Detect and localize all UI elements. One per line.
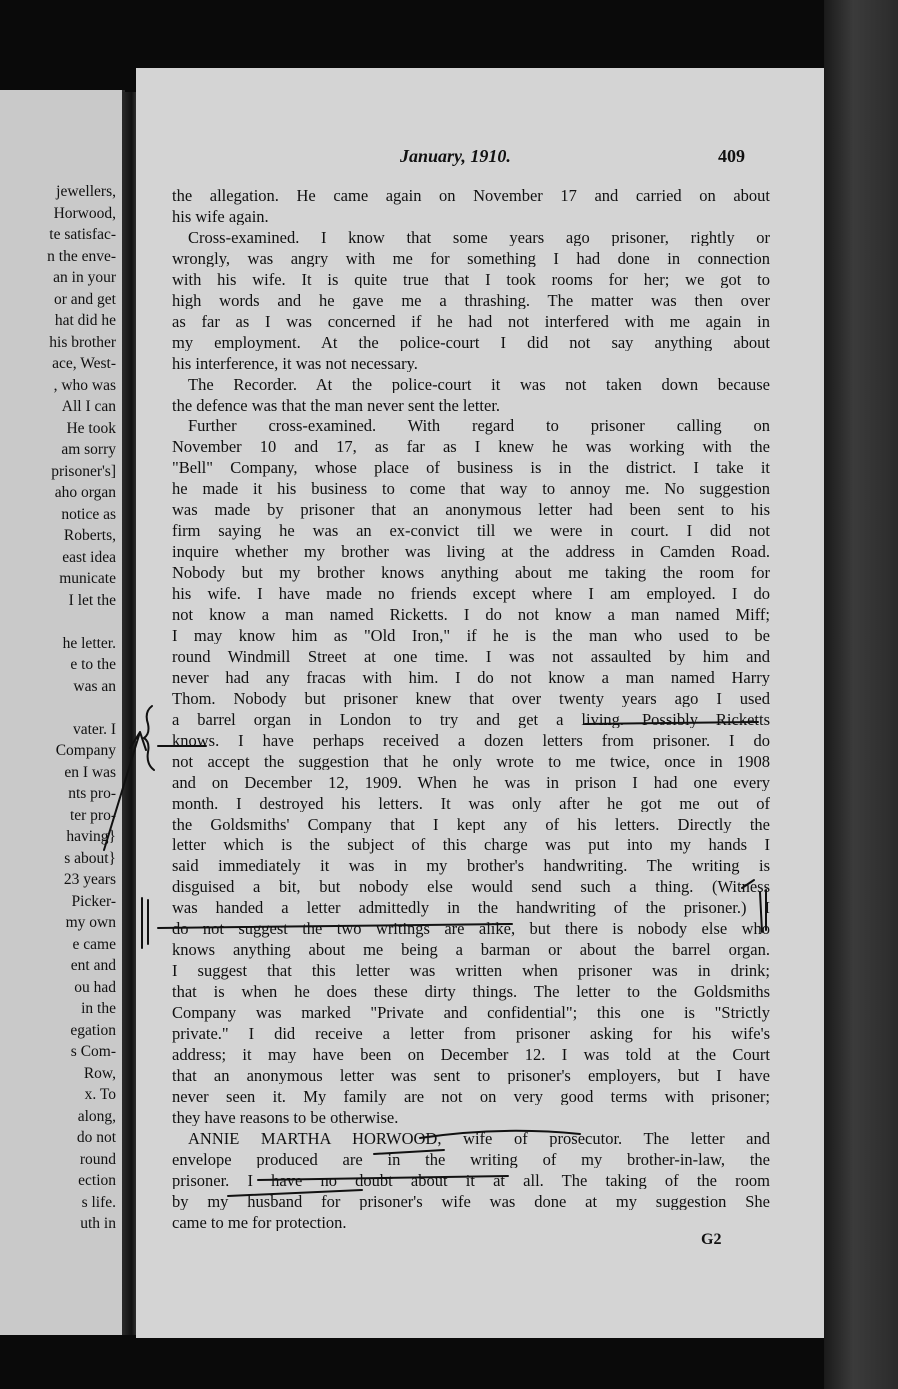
body-text-line: he made it his business to come that way to annoy me. No suggestion (172, 481, 770, 498)
body-text-line: round Windmill Street at one time. I was not assaulted by him and (172, 648, 770, 666)
body-text-line: not accept the suggestion that he only wrote to me twice, once in 1908 (172, 753, 770, 771)
body-text-line: private." I did receive a letter from prisoner asking for his wife's (172, 1026, 770, 1043)
body-text-line: was made by prisoner that an anonymous letter had been sent to his (172, 502, 770, 519)
left-page-line: Picker- (71, 892, 116, 910)
body-text-line: letter which is the subject of this charge was put into my hands I (172, 837, 770, 854)
body-text-line: month. I destroyed his letters. It was only after he got me out of (172, 795, 770, 813)
body-text-line: came to me for protection. (172, 1214, 347, 1232)
body-text-line: that is when he does these dirty things. The letter to the Goldsmiths (172, 984, 770, 1001)
left-page-line: having} (66, 828, 116, 845)
page-number: 409 (718, 146, 745, 166)
left-page-line: ou had (74, 978, 116, 996)
body-text-line: do not suggest the two writings are alike, but there is nobody else who (172, 921, 770, 938)
body-text-line: prisoner. I have no doubt about it at all. The taking of the room (172, 1172, 770, 1190)
left-page-line: s about} (64, 849, 116, 867)
left-page-line: an in your (53, 269, 116, 286)
body-text-line: Further cross-examined. With regard to prisoner calling on (188, 418, 770, 435)
body-text-line: said immediately it was in my brother's handwriting. The writing is (172, 858, 770, 875)
left-page-line: I let the (68, 591, 116, 609)
body-text-line: November 10 and 17, as far as I knew he was working with the (172, 439, 770, 456)
body-text-line: my employment. At the police-court I did not say anything about (172, 334, 770, 352)
left-page-line: s life. (81, 1193, 116, 1211)
left-page-line: jewellers, (56, 183, 116, 200)
left-page-line: ace, West- (52, 355, 116, 372)
left-page-line: n the enve- (47, 247, 116, 265)
left-page-line: Roberts, (63, 527, 116, 544)
body-text-line: never had any fracas with him. I do not know a man named Harry (172, 669, 770, 687)
body-text-line: disguised a bit, but nobody else would send such a thing. (Witness (172, 879, 770, 896)
left-page-line: am sorry (61, 441, 116, 458)
left-page-line: do not (76, 1129, 116, 1146)
left-page-line: his brother (49, 333, 116, 351)
body-text-line: Company was marked "Private and confidential"; this one is "Strictly (172, 1005, 770, 1022)
left-page-line: was an (73, 677, 116, 695)
left-page-line: Company (55, 742, 116, 759)
body-text-line: ANNIE MARTHA HORWOOD, wife of prosecutor. The letter and (188, 1130, 770, 1148)
left-page-line: my own (65, 914, 116, 931)
left-page-line: along, (77, 1107, 116, 1125)
left-page (0, 90, 125, 1335)
left-page-line: aho organ (54, 484, 116, 501)
left-page-line: round (79, 1150, 116, 1168)
body-text-line: inquire whether my brother was living at the address in Camden Road. (172, 544, 770, 561)
left-page-line: He took (66, 419, 116, 437)
body-text-line: by my husband for prisoner's wife was done at my suggestion She (172, 1193, 770, 1211)
left-page-line: s Com- (70, 1043, 116, 1060)
left-page-line: e came (72, 935, 116, 953)
left-page-line: , who was (53, 376, 116, 394)
body-text-line: was handed a letter admittedly in the handwriting of the prisoner.) I (172, 900, 770, 917)
body-text-line: I may know him as "Old Iron," if he is the man who used to be (172, 627, 770, 645)
body-text-line: address; it may have been on December 12. I was told at the Court (172, 1046, 770, 1064)
body-text-line: Thom. Nobody but prisoner knew that over twenty years ago I used (172, 690, 770, 708)
left-page-line: prisoner's] (51, 462, 116, 480)
body-text-line: they have reasons to be otherwise. (172, 1109, 399, 1127)
body-text-line: and on December 12, 1909. When he was in prison I had one every (172, 774, 770, 792)
body-text-line: "Bell" Company, whose place of business is in the district. I take it (172, 460, 770, 477)
left-page-line: Horwood, (53, 204, 116, 222)
body-text-line: his interference, it was not necessary. (172, 355, 418, 373)
body-text-line: high words and he gave me a thrashing. The matter was then over (172, 292, 770, 310)
body-text-line: as far as I was concerned if he had not interfered with me again in (172, 313, 770, 331)
body-text-line: knows anything about me being a barman or about the barrel organ. (172, 942, 770, 959)
body-text-line: envelope produced are in the writing of my brother-in-law, the (172, 1151, 770, 1169)
running-header-date: January, 1910. (400, 146, 511, 166)
left-page-line: e to the (70, 656, 116, 673)
left-page-line: nts pro- (68, 785, 116, 802)
left-page-line: uth in (80, 1215, 116, 1232)
body-text-line: his wife. I have made no friends except where I am employed. I do (172, 586, 770, 603)
body-text-line: with his wife. It is quite true that I took rooms for her; we got to (172, 271, 770, 289)
left-page-line: notice as (61, 505, 116, 523)
body-text-line: wrongly, was angry with me for something I had done in connection (172, 250, 770, 268)
body-text-line: The Recorder. At the police-court it was not taken down because (188, 376, 770, 394)
left-page-line: te satisfac- (49, 226, 116, 243)
book-edge-shadow (824, 0, 898, 1389)
left-page-line: hat did he (54, 312, 116, 329)
left-page-line: ection (78, 1172, 116, 1189)
left-page-line: east idea (62, 548, 116, 566)
right-page (136, 68, 824, 1338)
left-page-line: en I was (64, 763, 116, 781)
left-page-line: All I can (61, 398, 116, 415)
body-text-line: firm saying he was an ex-convict till we were in court. I did not (172, 523, 770, 540)
left-page-line: ent and (70, 957, 116, 974)
body-text-line: the allegation. He came again on November 17 and carried on about (172, 188, 770, 205)
body-text-line: that an anonymous letter was sent to prisoner's employers, but I have (172, 1067, 770, 1085)
body-text-line: I suggest that this letter was written when prisoner was in drink; (172, 963, 770, 980)
left-page-line: vater. I (72, 720, 116, 738)
body-text-line: not know a man named Ricketts. I do not know a man named Miff; (172, 607, 770, 624)
body-text-line: the defence was that the man never sent the letter. (172, 397, 501, 414)
left-page-line: egation (70, 1021, 116, 1039)
left-page-line: he letter. (62, 634, 116, 652)
left-page-line: in the (81, 1000, 116, 1017)
left-page-line: 23 years (63, 871, 116, 888)
left-page-line: x. To (84, 1086, 116, 1103)
left-page-line: ter pro- (69, 806, 116, 824)
body-text-line: never seen it. My family are not on very good terms with prisoner; (172, 1088, 770, 1106)
left-page-line: or and get (54, 290, 116, 308)
left-page-line: municate (59, 570, 116, 587)
left-page-line: Row, (83, 1064, 116, 1082)
body-text-line: the Goldsmiths' Company that I kept any of his letters. Directly the (172, 816, 770, 833)
body-text-line: Cross-examined. I know that some years ago prisoner, rightly or (188, 229, 770, 247)
signature-mark: G2 (701, 1231, 722, 1248)
body-text-line: a barrel organ in London to try and get a living. Possibly Ricketts (172, 711, 770, 729)
body-text-line: his wife again. (172, 208, 269, 226)
body-text-line: Nobody but my brother knows anything about me taking the room for (172, 565, 770, 582)
body-text-line: knows. I have perhaps received a dozen letters from prisoner. I do (172, 732, 770, 750)
